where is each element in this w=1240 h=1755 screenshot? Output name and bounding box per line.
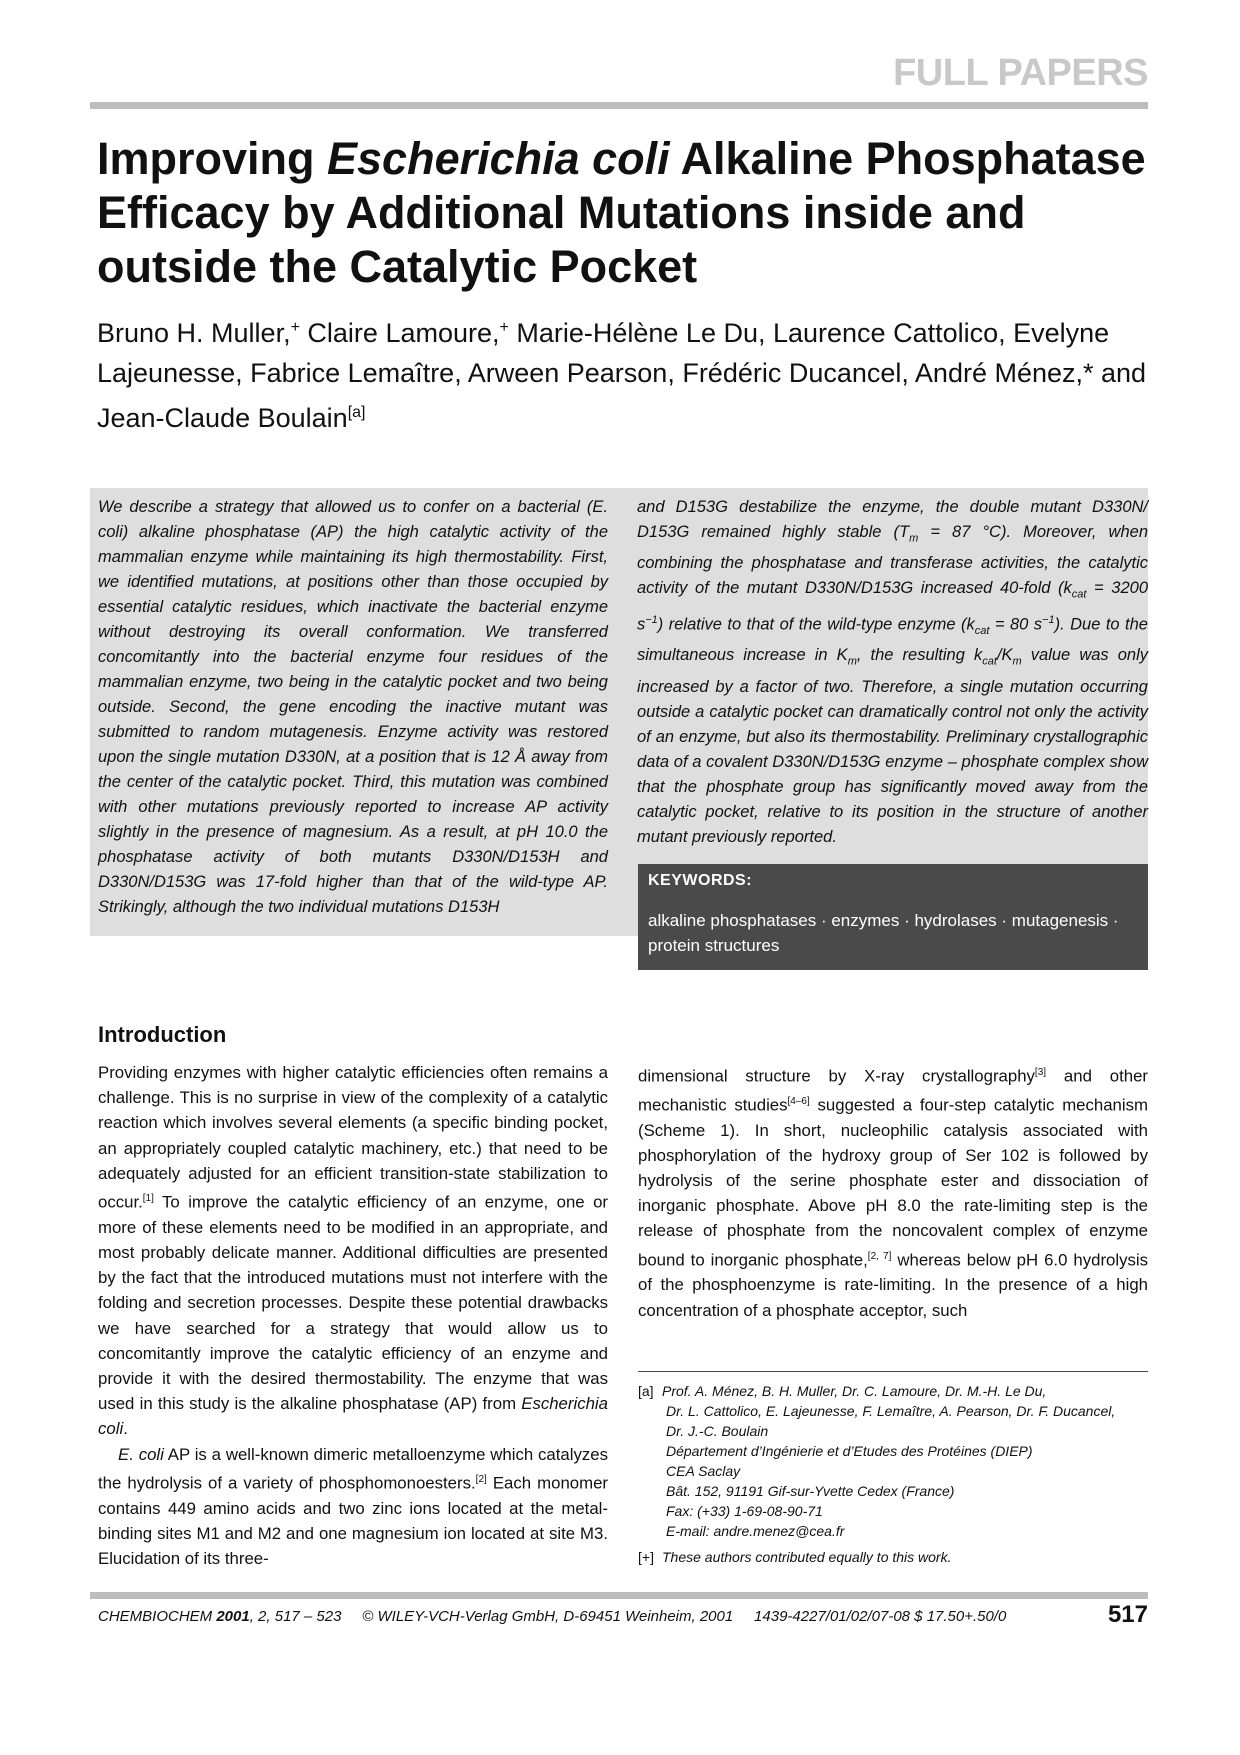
intro-paragraph: Providing enzymes with higher catalytic efficiencies often remains a challenge. This is no surprise in view of the complexity of a catalytic reaction which involves several elements (a specific binding pocket, an appropriately coupled catalytic machinery, etc.) that need to be adequately adjusted for an efficient transition-state stabilization to occur.[1] To improve the catalytic efficiency of an enzyme, one or more of these elements need to be modified in an appropriate, and most probably delicate manner. Additional difficulties are presented by the fact that the introduced mutations must not interfere with the folding and secretion processes. Despite these potential drawbacks we have searched for a strategy that would allow us to concomitantly improve the catalytic efficiency of an enzyme and provide it with the desired thermostability. The enzyme that was used in this study is the alkaline phosphatase (AP) from Escherichia coli. (98, 1063, 608, 1439)
footer-rule (90, 1592, 1148, 1599)
keywords-list: alkaline phosphatases · enzymes · hydrolases · mutagenesis · protein structures (648, 911, 1119, 955)
footer-citation: CHEMBIOCHEM 2001, 2, 517 – 523 © WILEY-VCH-Verlag GmbH, D-69451 Weinheim, 2001 1439-4227/01/02/07-08 $ 17.50+.50/0 (98, 1608, 1007, 1625)
author-list: Bruno H. Muller,+ Claire Lamoure,+ Marie-Hélène Le Du, Laurence Cattolico, Evelyne Lajeunesse, Fabrice Lemaître, Arween Pearson, Frédéric Ducancel, André Ménez,* and Jean-Claude Boulain[a] (97, 318, 1147, 433)
article-title: Improving Escherichia coli Alkaline Phosphatase Efficacy by Additional Mutations inside and outside the Catalytic Pocket (97, 133, 1146, 292)
abstract-right-column: and D153G destabilize the enzyme, the double mutant D330N/ D153G remained highly stable ($T_m = 87$ °C). Moreover, when combining the phosphatase and transferase activities, the catalytic activity of the mutant D330N/D153G increased 40-fold ($k_{cat} = 3200$ $s^{-1}$) relative to that of the wild-type enzyme ($k_{cat} = 80$ $s^{-1}$). Due to the simultaneous increase in $K_m$, the resulting $k_{cat}/K_m$ value was only increased by a factor of two. Therefore, a single mutation occurring outside a catalytic pocket can dramatically control not only the activity of an enzyme, but also its thermostability. Preliminary crystallographic data of a covalent D330N/D153G enzyme – phosphate complex show that the phosphate group has significantly moved away from the catalytic pocket, relative to its position in the structure of another mutant previously reported. (637, 498, 1149, 846)
footnote-tag: [+] (638, 1549, 654, 1565)
footnote-tag: [a] (638, 1383, 654, 1399)
abstract-left-column: We describe a strategy that allowed us to confer on a bacterial (E. coli) alkaline phosphatase (AP) the high catalytic activity of the mammalian enzyme while maintaining its high thermostability. First, we identified mutations, at positions other than those occupied by essential catalytic residues, which inactivate the bacterial enzyme without destroying its overall conformation. We transferred concomitantly into the bacterial enzyme four residues of the mammalian enzyme, two being in the catalytic pocket and two being outside. Second, the gene encoding the inactive mutant was submitted to random mutagenesis. Enzyme activity was restored upon the single mutation D330N, at a position that is 12 Å away from the center of the catalytic pocket. Third, this mutation was combined with other mutations previously reported to increase AP activity slightly in the presence of magnesium. As a result, at pH 10.0 the phosphatase activity of both mutants D330N/D153H and D330N/D153G was 17-fold higher than that of the wild-type AP. Strikingly, although the two individual mutations D153H (98, 498, 608, 916)
page-number: 517 (1107, 1601, 1148, 1628)
introduction-heading: Introduction (98, 1022, 227, 1047)
header-rule (90, 102, 1148, 109)
intro-left-column (98, 1060, 608, 1571)
affiliation-footnote: [a] Prof. A. Ménez, B. H. Muller, Dr. C. Lamoure, Dr. M.-H. Le Du, Dr. L. Cattolico, E. Lajeunesse, F. Lemaître, A. Pearson, Dr. F. Ducancel, Dr. J.-C. Boulain Département d’Ingénierie et d’Etudes des Protéines (DIEP) CEA Saclay Bât. 152, 91191 Gif-sur-Yvette Cedex (France) Fax: (+33) 1-69-08-90-71 E-mail: andre.menez@cea.fr [+] These authors contributed equally to this work. (638, 1381, 1148, 1567)
email-text: E-mail: andre.menez@cea.fr (666, 1523, 845, 1539)
footnote-rule (638, 1371, 1148, 1372)
intro-paragraph: E. coli AP is a well-known dimeric metalloenzyme which catalyzes the hydrolysis of a variety of phosphomonoesters.[2] Each monomer contains 449 amino acids and two zinc ions located at the metal-binding sites M1 and M2 and one magnesium ion located at site M3. Elucidation of its three- (98, 1444, 609, 1569)
section-label: FULL PAPERS (893, 52, 1148, 94)
keywords-title: KEYWORDS: (648, 872, 753, 889)
intro-right-column: dimensional structure by X-ray crystallography[3] and other mechanistic studies[4–6] suggested a four-step catalytic mechanism (Scheme 1). In short, nucleophilic catalysis associated with phosphorylation of the hydroxy group of Ser 102 is followed by hydrolysis of the serine phosphate ester and dissociation of inorganic phosphate. Above pH 8.0 the rate-limiting step is the release of phosphate from the noncovalent complex of enzyme bound to inorganic phosphate,[2, 7] whereas below pH 6.0 hydrolysis of the phosphoenzyme is rate-limiting. In the presence of a high concentration of a phosphate acceptor, such (638, 1066, 1149, 1320)
